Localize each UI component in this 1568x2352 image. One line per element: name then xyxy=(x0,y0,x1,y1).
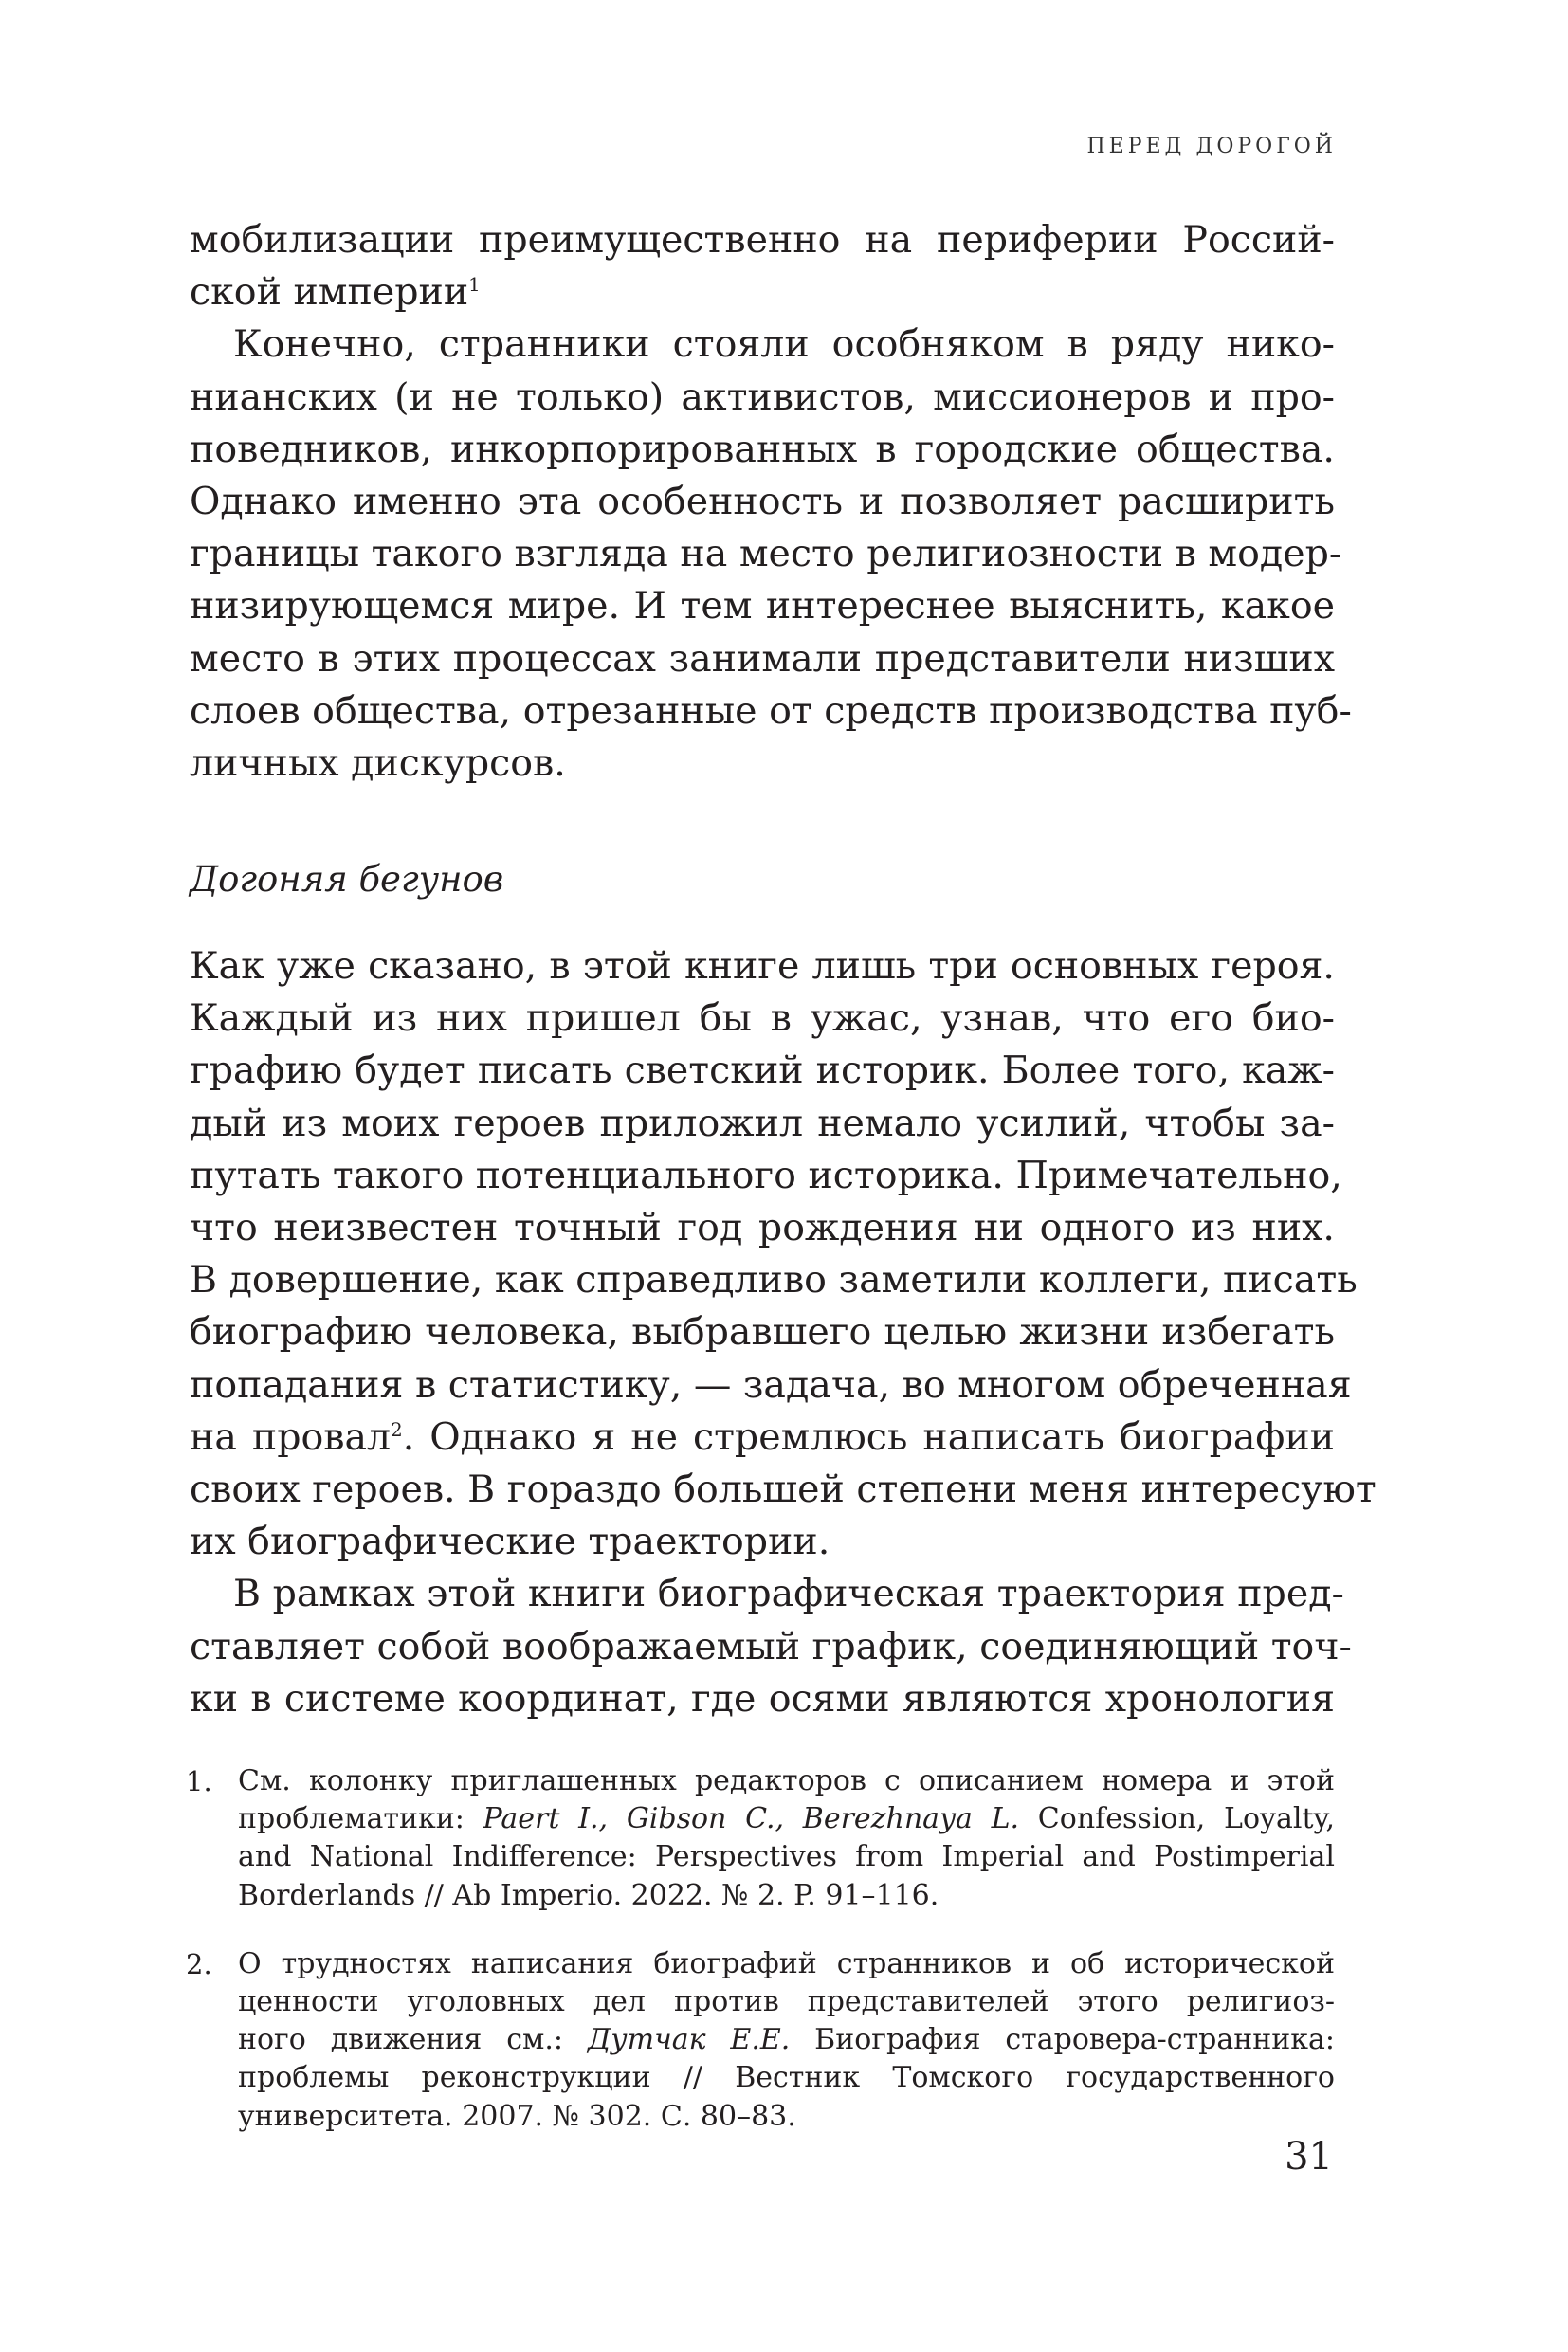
text-fragment: Биография старовера-странника: xyxy=(790,2023,1336,2057)
text-line: слоев общества, отрезанные от средств производства пуб- xyxy=(190,688,1352,733)
page-number: 31 xyxy=(1285,2135,1333,2179)
text-line: В довершение, как справедливо заметили коллеги, писать xyxy=(190,1258,1358,1303)
section-subheading: Догоняя бегунов xyxy=(190,859,504,900)
text-line: что неизвестен точный год рождения ни одного из них. xyxy=(190,1206,1335,1250)
footnote-line xyxy=(238,1800,1335,1838)
text-line: В рамках этой книги биографическая траектория пред- xyxy=(233,1572,1344,1616)
text-line xyxy=(190,266,1335,319)
footnote-1 xyxy=(186,1762,1335,1915)
text-line: их биографические траектории. xyxy=(190,1520,830,1564)
text-fragment: ного движения см.: xyxy=(238,2023,588,2057)
text-fragment: Confession, Loyalty, xyxy=(1019,1802,1336,1836)
footnote-line: О трудностях написания биографий странников и об исторической xyxy=(238,1946,1335,1980)
footnote-number: 2. xyxy=(186,1947,212,1980)
text-line: личных дискурсов. xyxy=(190,741,566,786)
footnote-reference[interactable]: 2 xyxy=(391,1418,403,1441)
main-text-block-2 xyxy=(190,940,1377,1725)
footnotes xyxy=(186,1762,1335,2166)
text-line: попадания в статистику, — задача, во многом обреченная xyxy=(190,1362,1352,1407)
footnote-line: and National Indifference: Perspectives from Imperial and Postimperial xyxy=(238,1840,1335,1874)
text-line: биографию человека, выбравшего целью жизни избегать xyxy=(190,1310,1335,1355)
text-line: нианских (и не только) активистов, миссионеров и про- xyxy=(190,374,1335,419)
footnote-line: университета. 2007. № 302. С. 80–83. xyxy=(238,2099,796,2133)
text-line: Конечно, странники стояли особняком в ряду нико- xyxy=(233,322,1335,367)
author-names: Дутчак Е.Е. xyxy=(587,2023,791,2057)
text-fragment: проблематики: xyxy=(238,1802,483,1836)
footnote-line: ценности уголовных дел против представителей этого религиоз- xyxy=(238,1985,1335,2019)
author-names: Paert I., Gibson C., Berezhnaya L. xyxy=(483,1802,1020,1836)
text-line: ки в системе координат, где осями являются хронология xyxy=(190,1676,1335,1721)
footnote-line: проблемы реконструкции // Вестник Томского государственного xyxy=(238,2061,1335,2095)
text-fragment: ской империи xyxy=(190,270,469,315)
footnote-number: 1. xyxy=(186,1765,212,1797)
text-line: Каждый из них пришел бы в ужас, узнав, что его био- xyxy=(190,996,1335,1041)
text-line: путать такого потенциального историка. Примечательно, xyxy=(190,1153,1342,1197)
text-fragment: на провал xyxy=(190,1414,392,1459)
text-line: Как уже сказано, в этой книге лишь три основных героя. xyxy=(190,944,1335,988)
main-text-block xyxy=(190,214,1352,790)
text-fragment: . Однако я не стремлюсь написать биографии xyxy=(402,1414,1335,1459)
text-line: дый из моих героев приложил немало усилий, чтобы за- xyxy=(190,1101,1335,1145)
text-line: место в этих процессах занимали представители низших xyxy=(190,636,1335,681)
text-line: Однако именно эта особенность и позволяет расширить xyxy=(190,480,1335,524)
text-line: ставляет собой воображаемый график, соединяющий точ- xyxy=(190,1624,1352,1668)
footnote-line xyxy=(238,2021,1335,2059)
text-line: мобилизации преимущественно на периферии Россий- xyxy=(190,218,1335,262)
text-line: границы такого взгляда на место религиозности в модер- xyxy=(190,532,1342,576)
footnote-reference[interactable]: 1 xyxy=(468,274,481,297)
text-line: графию будет писать светский историк. Более того, каж- xyxy=(190,1048,1335,1093)
text-line xyxy=(190,1412,1335,1464)
text-line: поведников, инкорпорированных в городские общества. xyxy=(190,427,1335,471)
footnote-line: Borderlands // Ab Imperio. 2022. № 2. P. 91–116. xyxy=(238,1878,939,1912)
footnote-2 xyxy=(186,1945,1335,2136)
running-head: ПЕРЕД ДОРОГОЙ xyxy=(1086,135,1337,158)
text-line: своих героев. В гораздо большей степени меня интересуют xyxy=(190,1468,1377,1512)
text-line: низирующемся мире. И тем интереснее выяснить, какое xyxy=(190,584,1335,629)
footnote-line: См. колонку приглашенных редакторов с описанием номера и этой xyxy=(238,1764,1335,1797)
